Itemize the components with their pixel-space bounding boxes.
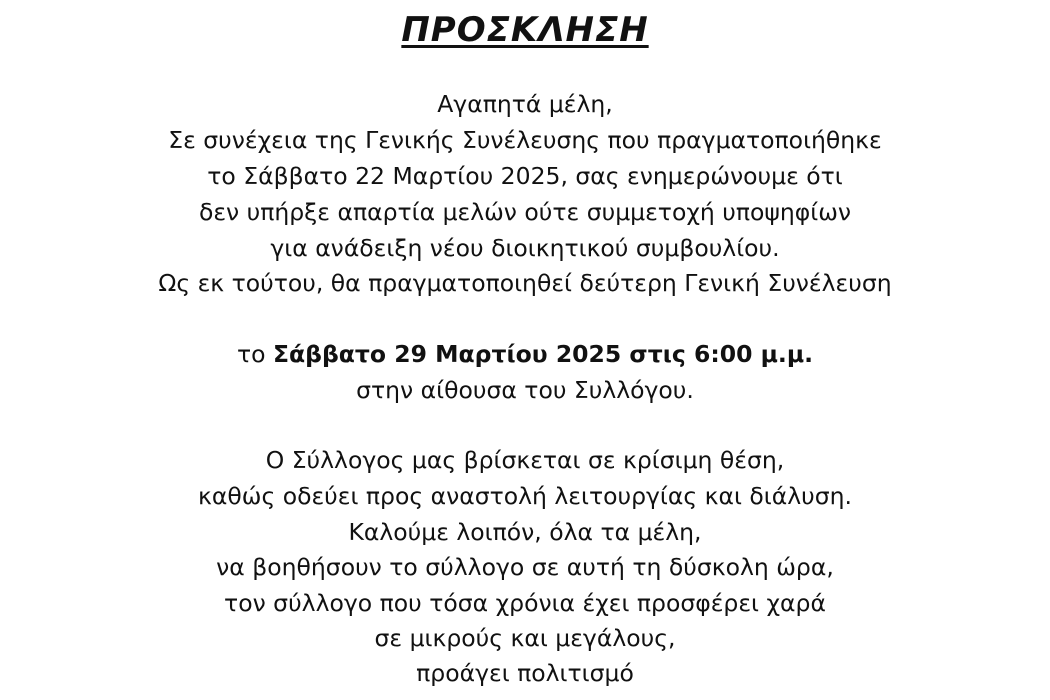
text-line: σε μικρούς και μεγάλους, <box>374 624 676 652</box>
page-title: ΠΡΟΣΚΛΗΣΗ <box>401 10 649 50</box>
text-line: τον σύλλογο που τόσα χρόνια έχει προσφέρει χαρά <box>224 589 826 617</box>
text-line: καθώς οδεύει προς αναστολή λειτουργίας και διάλυση. <box>198 482 852 510</box>
text-line: για ανάδειξη νέου διοικητικού συμβουλίου. <box>270 234 780 262</box>
meeting-location: στην αίθουσα του Συλλόγου. <box>356 376 694 404</box>
meeting-datetime: Σάββατο 29 Μαρτίου 2025 στις 6:00 μ.μ. <box>272 340 814 368</box>
text-line: προάγει πολιτισμό <box>416 659 634 687</box>
meeting-prefix: το <box>236 340 273 368</box>
text-line: το Σάββατο 22 Μαρτίου 2025, σας ενημερώνουμε ότι <box>207 162 843 190</box>
text-line: Καλούμε λοιπόν, όλα τα μέλη, <box>348 518 702 546</box>
text-line-greeting: Αγαπητά μέλη, <box>437 90 613 118</box>
text-line: δεν υπήρξε απαρτία μελών ούτε συμμετοχή υποψηφίων <box>198 198 852 226</box>
text-line: Σε συνέχεια της Γενικής Συνέλευσης που πραγματοποιήθηκε <box>168 126 882 154</box>
meeting-datetime-line <box>0 337 1050 371</box>
text-line: Ο Σύλλογος μας βρίσκεται σε κρίσιμη θέση, <box>265 446 785 474</box>
text-line: να βοηθήσουν το σύλλογο σε αυτή τη δύσκολη ώρα, <box>216 553 834 581</box>
text-line: Ως εκ τούτου, θα πραγματοποιηθεί δεύτερη Γενική Συνέλευση <box>158 269 892 297</box>
